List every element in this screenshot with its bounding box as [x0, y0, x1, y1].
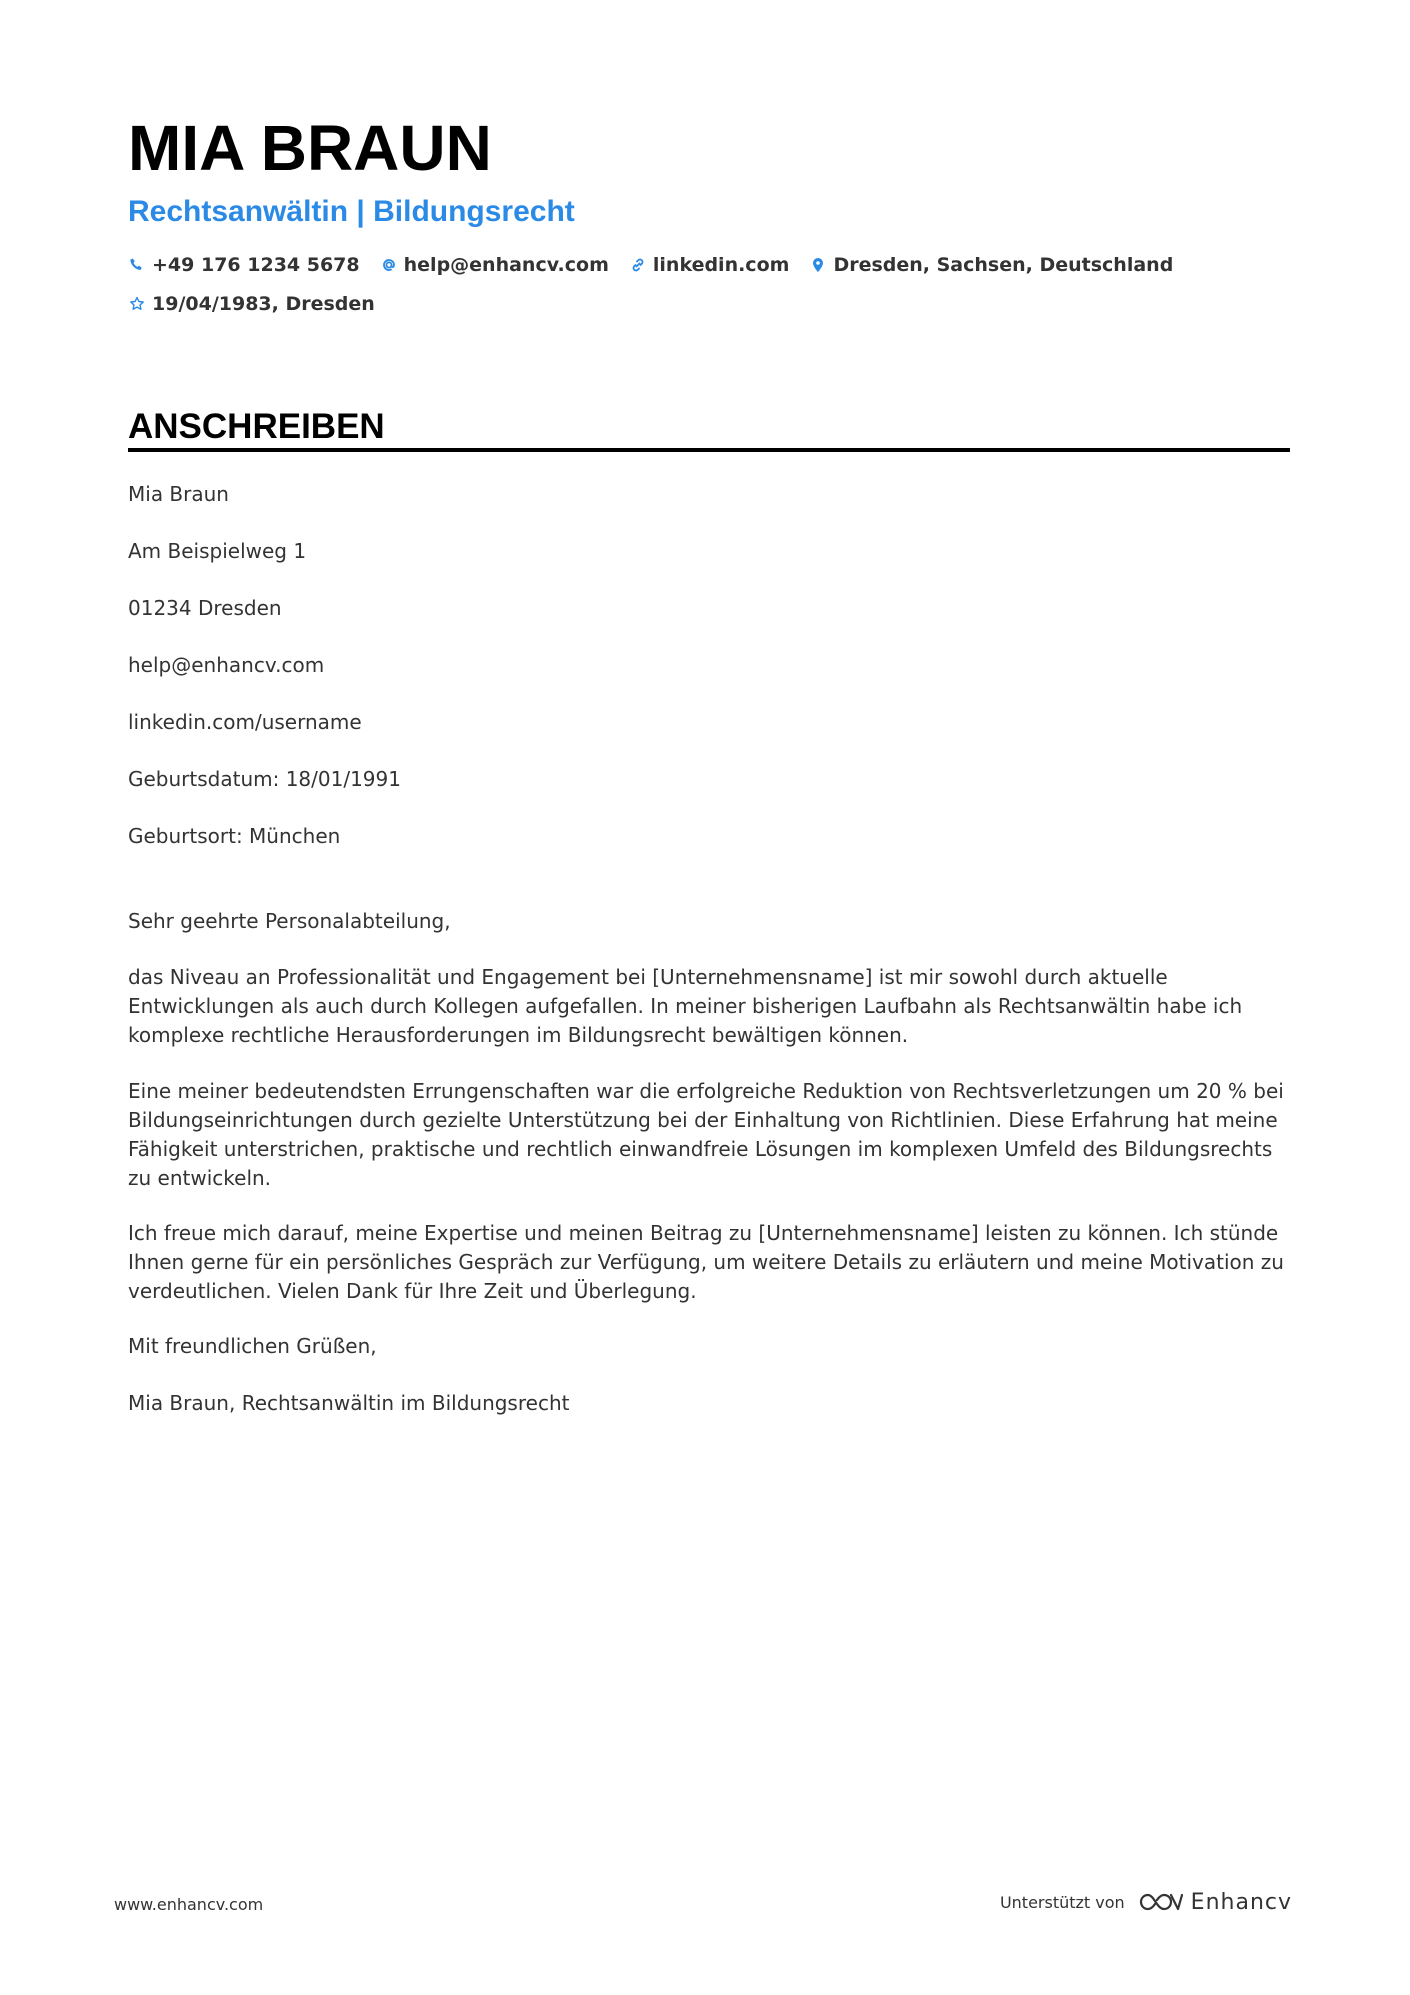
- letter-signature: Mia Braun, Rechtsanwältin im Bildungsrecht: [128, 1391, 570, 1415]
- contact-linkedin-text: linkedin.com: [652, 254, 790, 276]
- location-pin-icon: [809, 256, 827, 274]
- contact-location-text: Dresden, Sachsen, Deutschland: [833, 254, 1174, 276]
- letter-paragraph: Ich freue mich darauf, meine Expertise und meinen Beitrag zu [Unternehmensname] leisten zu können. Ich stünde Ihnen gerne für ein persönliches Gespräch zur Verfügung, um weitere Details zu erläutern und meine Motivation zu verdeutlichen. Vielen Dank für Ihre Zeit und Überlegung.: [128, 1221, 1284, 1303]
- applicant-name: MIA BRAUN: [128, 112, 492, 184]
- letter-paragraph: das Niveau an Professionalität und Engagement bei [Unternehmensname] ist mir sowohl durch aktuelle Entwicklungen als auch durch Kollegen aufgefallen. In meiner bisherigen Laufbahn als Rechtsanwältin habe ich komplexe rechtliche Herausforderungen im Bildungsrecht bewältigen können.: [128, 965, 1243, 1047]
- footer-branding: [1000, 1889, 1292, 1915]
- at-icon: [380, 256, 398, 274]
- letter-paragraph: Eine meiner bedeutendsten Errungenschaften war die erfolgreiche Reduktion von Rechtsverletzungen um 20 % bei Bildungseinrichtungen durch gezielte Unterstützung bei der Einhaltung von Richtlinien. Diese Erfahrung hat meine Fähigkeit unterstrichen, praktische und rechtlich einwandfreie Lösungen im komplexen Umfeld des Bildungsrechts zu entwickeln.: [128, 1079, 1284, 1190]
- address-line: Geburtsort: München: [128, 824, 341, 848]
- applicant-title: Rechtsanwältin | Bildungsrecht: [128, 195, 575, 228]
- section-divider: [128, 448, 1290, 452]
- enhancv-logo[interactable]: [1137, 1889, 1292, 1915]
- section-title: ANSCHREIBEN: [128, 407, 385, 446]
- address-line: Am Beispielweg 1: [128, 539, 307, 563]
- contact-row: [128, 254, 1193, 276]
- star-icon: [128, 295, 146, 313]
- link-icon: [629, 256, 647, 274]
- contact-birth: [128, 293, 375, 315]
- enhancv-logo-icon: [1137, 1889, 1183, 1915]
- powered-by-text: Unterstützt von: [999, 1892, 1125, 1912]
- phone-icon: [128, 256, 146, 274]
- address-line: Geburtsdatum: 18/01/1991: [128, 767, 401, 791]
- contact-email-text: help@enhancv.com: [403, 254, 609, 276]
- address-line: help@enhancv.com: [128, 653, 325, 677]
- contact-birth-text: 19/04/1983, Dresden: [152, 293, 375, 315]
- contact-email[interactable]: [380, 254, 609, 276]
- contact-row-2: [128, 293, 395, 315]
- contact-phone[interactable]: [128, 254, 360, 276]
- address-line: linkedin.com/username: [128, 710, 362, 734]
- address-line: 01234 Dresden: [128, 596, 282, 620]
- contact-location: [809, 254, 1173, 276]
- enhancv-brand-text: Enhancv: [1190, 1889, 1292, 1915]
- address-line: Mia Braun: [128, 482, 229, 506]
- letter-closing: Mit freundlichen Grüßen,: [128, 1334, 377, 1358]
- footer-website[interactable]: www.enhancv.com: [114, 1895, 264, 1914]
- contact-linkedin[interactable]: [629, 254, 790, 276]
- letter-greeting: Sehr geehrte Personalabteilung,: [128, 909, 451, 933]
- contact-phone-text: +49 176 1234 5678: [152, 254, 360, 276]
